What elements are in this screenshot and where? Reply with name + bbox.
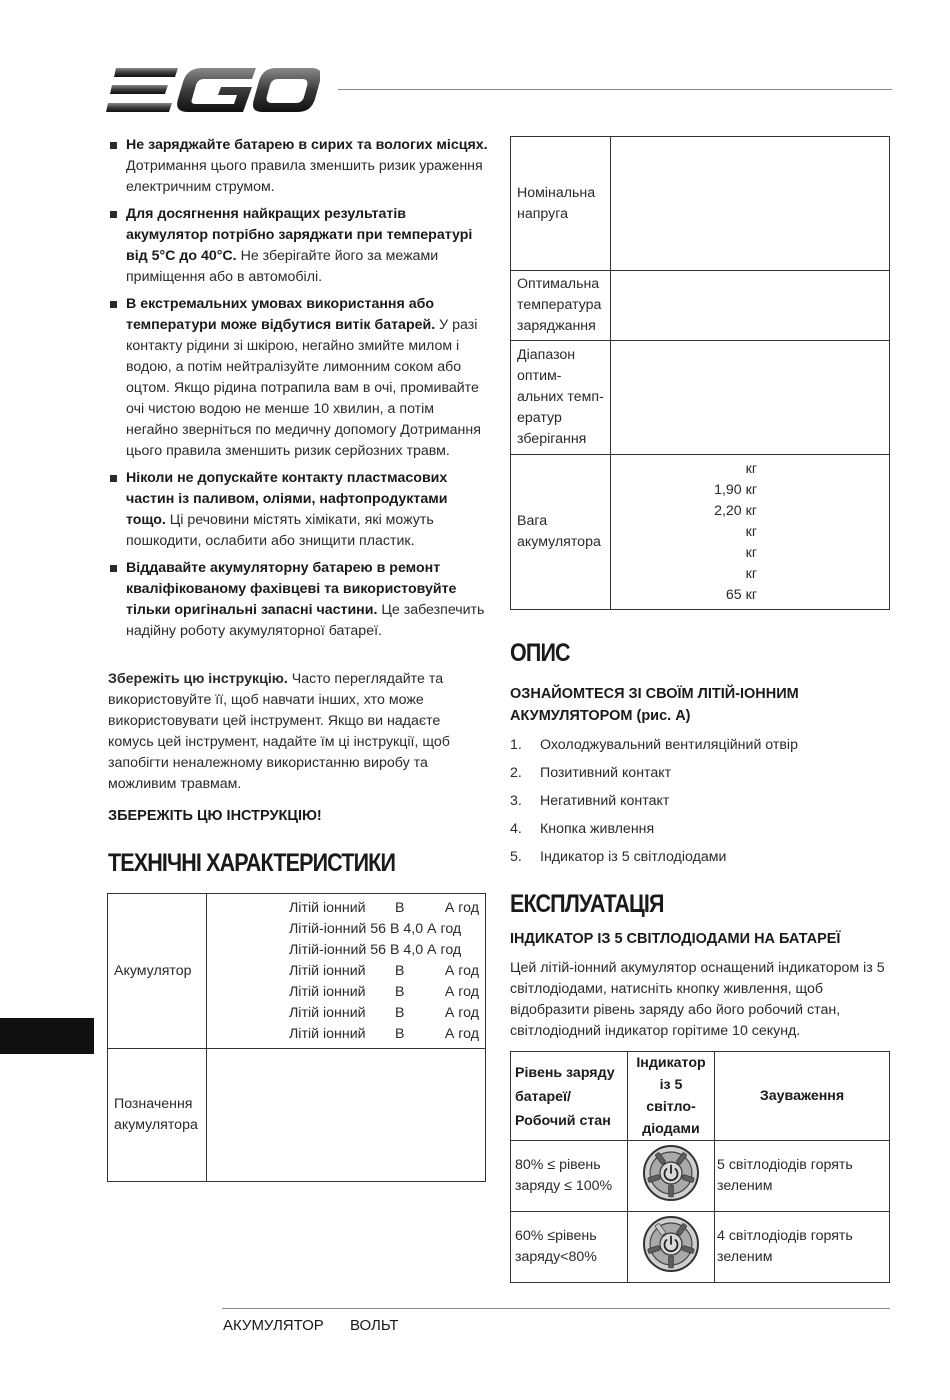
operation-subtitle: ІНДИКАТОР ІЗ 5 СВІТЛОДІОДАМИ НА БАТАРЕЇ xyxy=(510,931,841,947)
list-item: 3. Негативний контакт xyxy=(510,793,670,809)
col-header-indicator: Індикатор із 5 світло-діодами xyxy=(628,1052,715,1141)
led-indicator-table xyxy=(510,1051,890,1283)
ego-logo xyxy=(106,66,320,114)
footer-label-battery: АКУМУЛЯТОР xyxy=(223,1317,324,1334)
led-indicator-cell xyxy=(628,1141,715,1212)
led-segment xyxy=(669,1185,674,1197)
charge-temp-label: Оптимальна температура заряджання xyxy=(511,271,611,341)
battery-spec-table xyxy=(510,136,890,610)
battery-model-line: Літій іонний В А год xyxy=(289,899,479,916)
charge-temp-value xyxy=(611,271,890,341)
bullet-square-icon xyxy=(110,301,117,308)
description-subtitle: ОЗНАЙОМТЕСЯ ЗІ СВОЇМ ЛІТІЙ-ІОННИМ АКУМУЛЯТОРОМ (рис. A) xyxy=(510,686,799,724)
table-row xyxy=(511,1141,890,1212)
table-row xyxy=(511,1212,890,1283)
bullet-square-icon xyxy=(110,565,117,572)
table-row xyxy=(511,137,890,271)
led-indicator-cell xyxy=(628,1212,715,1283)
bullet-square-icon xyxy=(110,211,117,218)
bullet-item: Для досягнення найкращих результатів акумулятор потрібно заряджати при температурі від 5°C до 40°C. Не зберігайте його за межами приміщення або в автомобілі. xyxy=(108,204,488,288)
battery-model-line: Літій іонний В А год xyxy=(289,1025,479,1042)
led-segment xyxy=(669,1256,674,1268)
battery-model-line: Літій іонний В А год xyxy=(289,1004,479,1021)
voltage-label: Номінальна напруга xyxy=(511,137,611,271)
tech-specs-title: ТЕХНІЧНІ ХАРАКТЕРИСТИКИ xyxy=(108,849,396,877)
weight-label: Вага акумулятора xyxy=(511,455,611,610)
save-instructions-paragraph: Збережіть цю інструкцію. Часто переглядайте та використовуйте її, щоб навчати інших, хто може використовувати цей інструмент. Якщо ви надаєте комусь цей інструмент, надайте їм ці інструкції, щоб запобігти неналежному використанню виробу та можливим травмам. xyxy=(108,671,450,792)
save-instructions-caps: ЗБЕРЕЖІТЬ ЦЮ ІНСТРУКЦІЮ! xyxy=(108,808,322,824)
note-cell: 5 світлодіодів горять зеленим xyxy=(715,1141,890,1212)
table-header-row xyxy=(511,1052,890,1141)
voltage-value xyxy=(611,137,890,271)
operation-title: ЕКСПЛУАТАЦІЯ xyxy=(510,890,664,918)
battery-model-line: Літій іонний В А год xyxy=(289,983,479,1000)
designation-label: Позначення акумулятора xyxy=(108,1049,207,1182)
list-item: 1. Охолоджувальний вентиляційний отвір xyxy=(510,737,798,753)
table-row xyxy=(511,271,890,341)
table-row xyxy=(511,341,890,455)
charge-level-cell: 80% ≤ рівень заряду ≤ 100% xyxy=(511,1141,628,1212)
designation-value xyxy=(207,1049,486,1182)
list-item: 5. Індикатор із 5 світлодіодами xyxy=(510,849,727,865)
storage-temp-value xyxy=(611,341,890,455)
bullet-item: В екстремальних умовах використання або температури може відбутися витік батарей. У разі контакту рідини зі шкірою, негайно змийте милом і водою, а потім нейтралізуйте лимонним соком або оцтом. Якщо рідина потрапила вам в очі, промивайте очі чистою водою не менше 10 хвилин, а потім негайно зверніться по медичну допомогу Дотримання цього правила зменшить ризик серйозних травм. xyxy=(108,294,488,462)
weight-values xyxy=(611,455,890,610)
description-title: ОПИС xyxy=(510,639,570,667)
weight-value: 2,20 кг xyxy=(714,502,757,519)
bullet-item: Віддавайте акумуляторну батарею в ремонт кваліфікованому фахівцеві та використовуйте тільки оригінальні запасні частини. Це забезпечить надійну роботу акумуляторної батареї. xyxy=(108,558,488,642)
language-tab xyxy=(0,1018,94,1054)
charge-level-cell: 60% ≤рівень заряду<80% xyxy=(511,1212,628,1283)
weight-value: 1,90 кг xyxy=(714,481,757,498)
bullet-square-icon xyxy=(110,142,117,149)
power-button-led-icon xyxy=(642,1215,700,1273)
weight-value: кг xyxy=(745,544,757,561)
battery-model-line: Літій іонний В А год xyxy=(289,962,479,979)
power-button-led-icon xyxy=(642,1144,700,1202)
safety-bullets xyxy=(108,135,488,648)
storage-temp-label: Діапазон оптим-альних темп-ератур зберігання xyxy=(511,341,611,455)
footer-rule xyxy=(222,1308,890,1309)
bullet-item: Не заряджайте батарею в сирих та вологих місцях. Дотримання цього правила зменшить ризик ураження електричним струмом. xyxy=(108,135,488,198)
list-item: 4. Кнопка живлення xyxy=(510,821,655,837)
table-row xyxy=(108,1049,486,1182)
col-header-notes: Зауваження xyxy=(715,1052,890,1141)
weight-value: 65 кг xyxy=(725,586,757,603)
battery-label: Акумулятор xyxy=(108,894,207,1049)
parts-list xyxy=(510,735,890,875)
weight-value: кг xyxy=(745,460,757,477)
footer-label-volt: ВОЛЬТ xyxy=(350,1317,399,1334)
table-row xyxy=(511,455,890,610)
battery-model-line: Літій-іонний 56 В 4,0 А год xyxy=(289,920,462,937)
note-cell: 4 світлодіодів горять зеленим xyxy=(715,1212,890,1283)
operation-paragraph: Цей літій-іонний акумулятор оснащений індикатором із 5 світлодіодами, натисніть кнопку живлення, щоб відобразити рівень заряду або його робочий стан, світлодіодний індикатор горітиме 10 секунд. xyxy=(510,960,885,1039)
spec-table xyxy=(107,893,486,1182)
battery-models xyxy=(207,894,486,1049)
col-header-level: Рівень заряду батареї/ Робочий стан xyxy=(511,1052,628,1141)
list-item: 2. Позитивний контакт xyxy=(510,765,672,781)
table-row xyxy=(108,894,486,1049)
weight-value: кг xyxy=(745,565,757,582)
battery-model-line: Літій-іонний 56 В 4,0 А год xyxy=(289,941,462,958)
bullet-item: Ніколи не допускайте контакту пластмасових частин із паливом, оліями, нафтопродуктами тощо. Ці речовини містять хімікати, які можуть пошкодити, ослабити або знищити пластик. xyxy=(108,468,488,552)
header-rule xyxy=(338,89,892,90)
weight-value: кг xyxy=(745,523,757,540)
bullet-square-icon xyxy=(110,475,117,482)
